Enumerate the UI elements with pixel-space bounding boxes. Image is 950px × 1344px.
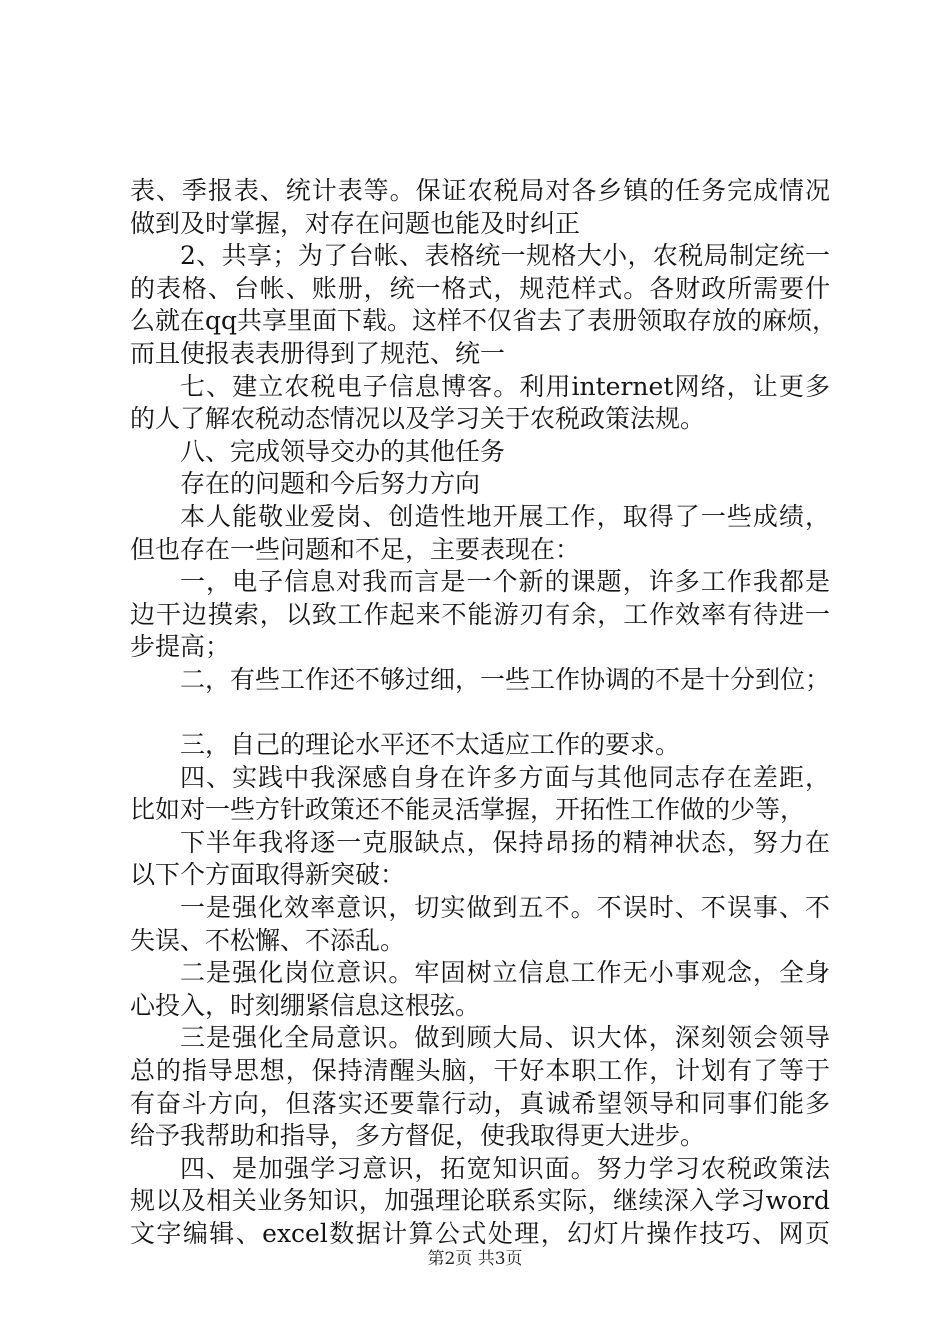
text-line: 2、共享；为了台帐、表格统一规格大小，农税局制定统一	[180, 241, 830, 271]
text-line: 而且使报表表册得到了规范、统一	[130, 338, 506, 368]
text-line: 比如对一些方针政策还不能灵活掌握，开拓性工作做的少等，	[130, 795, 806, 825]
text-line: 表、季报表、统计表等。保证农税局对各乡镇的任务完成情况	[130, 176, 830, 205]
text-line: 以下个方面取得新突破：	[130, 860, 406, 890]
text-line: 七、建立农税电子信息博客。利用internet网络，让更多	[180, 371, 830, 401]
text-line: 边干边摸索，以致工作起来不能游刃有余，工作效率有待进一	[130, 599, 830, 629]
text-line: 失误、不松懈、不添乱。	[130, 925, 406, 955]
text-line: 做到及时掌握，对存在问题也能及时纠正	[130, 208, 581, 238]
text-line: 但也存在一些问题和不足，主要表现在：	[130, 534, 581, 564]
text-line: 三是强化全局意识。做到顾大局、识大体，深刻领会领导	[180, 1023, 830, 1053]
text-line: 的人了解农税动态情况以及学习关于农税政策法规。	[130, 404, 706, 434]
text-line: 给予我帮助和指导，多方督促，使我取得更大进步。	[130, 1121, 706, 1151]
text-line: 下半年我将逐一克服缺点，保持昂扬的精神状态，努力在	[180, 827, 830, 857]
text-line: 总的指导思想，保持清醒头脑，干好本职工作，计划有了等于	[130, 1056, 830, 1086]
document-body	[130, 175, 838, 1251]
text-line: 规以及相关业务知识，加强理论联系实际，继续深入学习word	[130, 1186, 830, 1216]
text-line: 四、实践中我深感自身在许多方面与其他同志存在差距，	[180, 762, 830, 792]
text-line: 一，电子信息对我而言是一个新的课题，许多工作我都是	[180, 567, 830, 597]
text-line: 八、完成领导交办的其他任务	[180, 436, 506, 466]
text-line: 二是强化岗位意识。牢固树立信息工作无小事观念，全身	[180, 958, 830, 988]
text-line: 的表格、台帐、账册，统一格式，规范样式。各财政所需要什	[130, 273, 830, 303]
text-line: 么就在qq共享里面下载。这样不仅省去了表册领取存放的麻烦，	[130, 306, 838, 336]
text-line	[130, 697, 830, 730]
text-line: 文字编辑、excel数据计算公式处理，幻灯片操作技巧、网页	[130, 1219, 830, 1248]
text-line: 四、是加强学习意识，拓宽知识面。努力学习农税政策法	[180, 1153, 830, 1183]
text-line: 心投入，时刻绷紧信息这根弦。	[130, 990, 481, 1020]
text-line: 本人能敬业爱岗、创造性地开展工作，取得了一些成绩，	[180, 501, 830, 531]
text-line: 存在的问题和今后努力方向	[180, 469, 481, 499]
text-line: 三，自己的理论水平还不太适应工作的要求。	[180, 730, 681, 760]
page-footer: 第2页 共3页	[427, 1249, 523, 1269]
text-line: 二，有些工作还不够过细，一些工作协调的不是十分到位；	[180, 664, 831, 694]
text-line: 有奋斗方向，但落实还要靠行动，真诚希望领导和同事们能多	[130, 1088, 830, 1118]
text-line: 一是强化效率意识，切实做到五不。不误时、不误事、不	[180, 893, 830, 923]
text-line: 步提高；	[130, 632, 231, 662]
